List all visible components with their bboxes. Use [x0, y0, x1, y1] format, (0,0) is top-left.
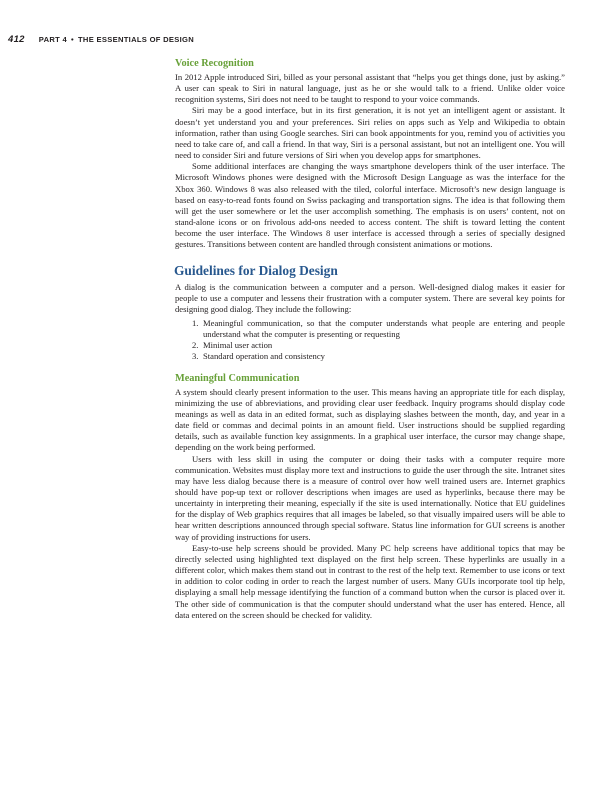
section-title: THE ESSENTIALS OF DESIGN — [77, 35, 195, 44]
list-item — [192, 351, 565, 362]
list-item — [192, 340, 565, 351]
list-text: Minimal user action — [203, 340, 273, 351]
dialog-design-heading: Guidelines for Dialog Design — [174, 262, 338, 278]
list-number: 2. — [192, 340, 199, 351]
paragraph: In 2012 Apple introduced Siri, billed as your personal assistant that “helps you get things done, just by asking.” A user can speak to Siri in natural language, just as he or she would talk to a friend. Unlike older voice recognition systems, Siri does not need to be taught to respond to your voice commands. — [175, 72, 565, 105]
main-column — [175, 58, 565, 621]
paragraph: Some additional interfaces are changing the ways smartphone developers think of the user interface. The Microsoft Windows phones were designed with the Microsoft Design Language as was the interface for the Xbox 360. Windows 8 was also released with the tiled, colorful interface. Microsoft’s new design language is based on easy-to-read fonts found on Swiss packaging and transportation signs. The idea is that following them will get the user somewhere or let the user accomplish something. The emphasis is on users’ content, not on stand-alone icons or on frivolous add-ons needed to access content. The shift is toward letting the content become the user interface. The Windows 8 user interface is accessed through a series of specially designed gestures. Transitions between content are handled through consistent animations or motions. — [175, 161, 565, 250]
part-label: PART 4 — [38, 35, 68, 44]
paragraph: Siri may be a good interface, but in its first generation, it is not yet an intelligent agent or assistant. It doesn’t yet understand you and your preferences. Siri relies on apps such as Yelp and Wikipedia to obtain information, rather than using Google searches. Siri can book appointments for you, remind you of activities you need to take care of, and call a friend. In that way, Siri is a personal assistant, but not an intelligent one. You will need to consider Siri and future versions of Siri when you develop apps for smartphones. — [175, 105, 565, 161]
list-number: 3. — [192, 351, 199, 362]
meaningful-communication-heading: Meaningful Communication — [175, 372, 300, 384]
list-item — [192, 318, 565, 340]
paragraph: A system should clearly present information to the user. This means having an appropriate title for each display, minimizing the use of abbreviations, and providing clear user feedback. Inquiry programs should display code meanings as well as data in an edited format, such as displaying slashes between the month, day, and year in a date field or commas and decimal points in an amount field. User instructions should be supplied regarding details, such as available function key assignments. In a graphical user interface, the cursor may change shape, depending on the work being performed. — [175, 386, 565, 453]
paragraph: Easy-to-use help screens should be provided. Many PC help screens have additional topics that may be directly selected using highlighted text displayed on the first help screen. These hyperlinks are usually in a different color, which makes them stand out in contrast to the rest of the help text. Remember to use icons or text in addition to color coding in order to reach the largest number of users. Many GUIs incorporate tool tip help, displaying a small help message identifying the function of a command button when the cursor is placed over it. The other side of communication is that the computer should understand what the user has entered. Hence, all data entered on the screen should be checked for validity. — [175, 542, 565, 620]
guidelines-list — [175, 318, 565, 363]
list-number: 1. — [192, 317, 199, 328]
list-text: Meaningful communication, so that the computer understands what people are entering and people understand what the computer is presenting or requesting — [203, 317, 565, 340]
paragraph: A dialog is the communication between a computer and a person. Well-designed dialog makes it easier for people to use a computer and lessens their frustration with a computer system. There are several key points for designing good dialog. They include the following: — [175, 281, 565, 314]
list-text: Standard operation and consistency — [203, 351, 325, 362]
voice-recognition-heading: Voice Recognition — [175, 58, 254, 69]
page-number: 412 — [8, 34, 25, 45]
running-head — [8, 34, 194, 45]
paragraph: Users with less skill in using the computer or doing their tasks with a computer require more communication. Websites must display more text and instructions to guide the user through the site. Intranet sites may have less dialog because there is a measure of control over how well trained users are. Internet graphics should have pop-up text or rollover descriptions when images are used as hyperlinks, because there may be uncertainty in interpreting their meaning, especially if the site is used internationally. Notice that EU guidelines for the display of Web graphics requires that all images be labeled, so that visually impaired users will be able to hear written descriptions announced through special software. Status line information for GUI screens is another way of providing instructions for users. — [175, 453, 565, 542]
header-separator: • — [71, 35, 74, 44]
